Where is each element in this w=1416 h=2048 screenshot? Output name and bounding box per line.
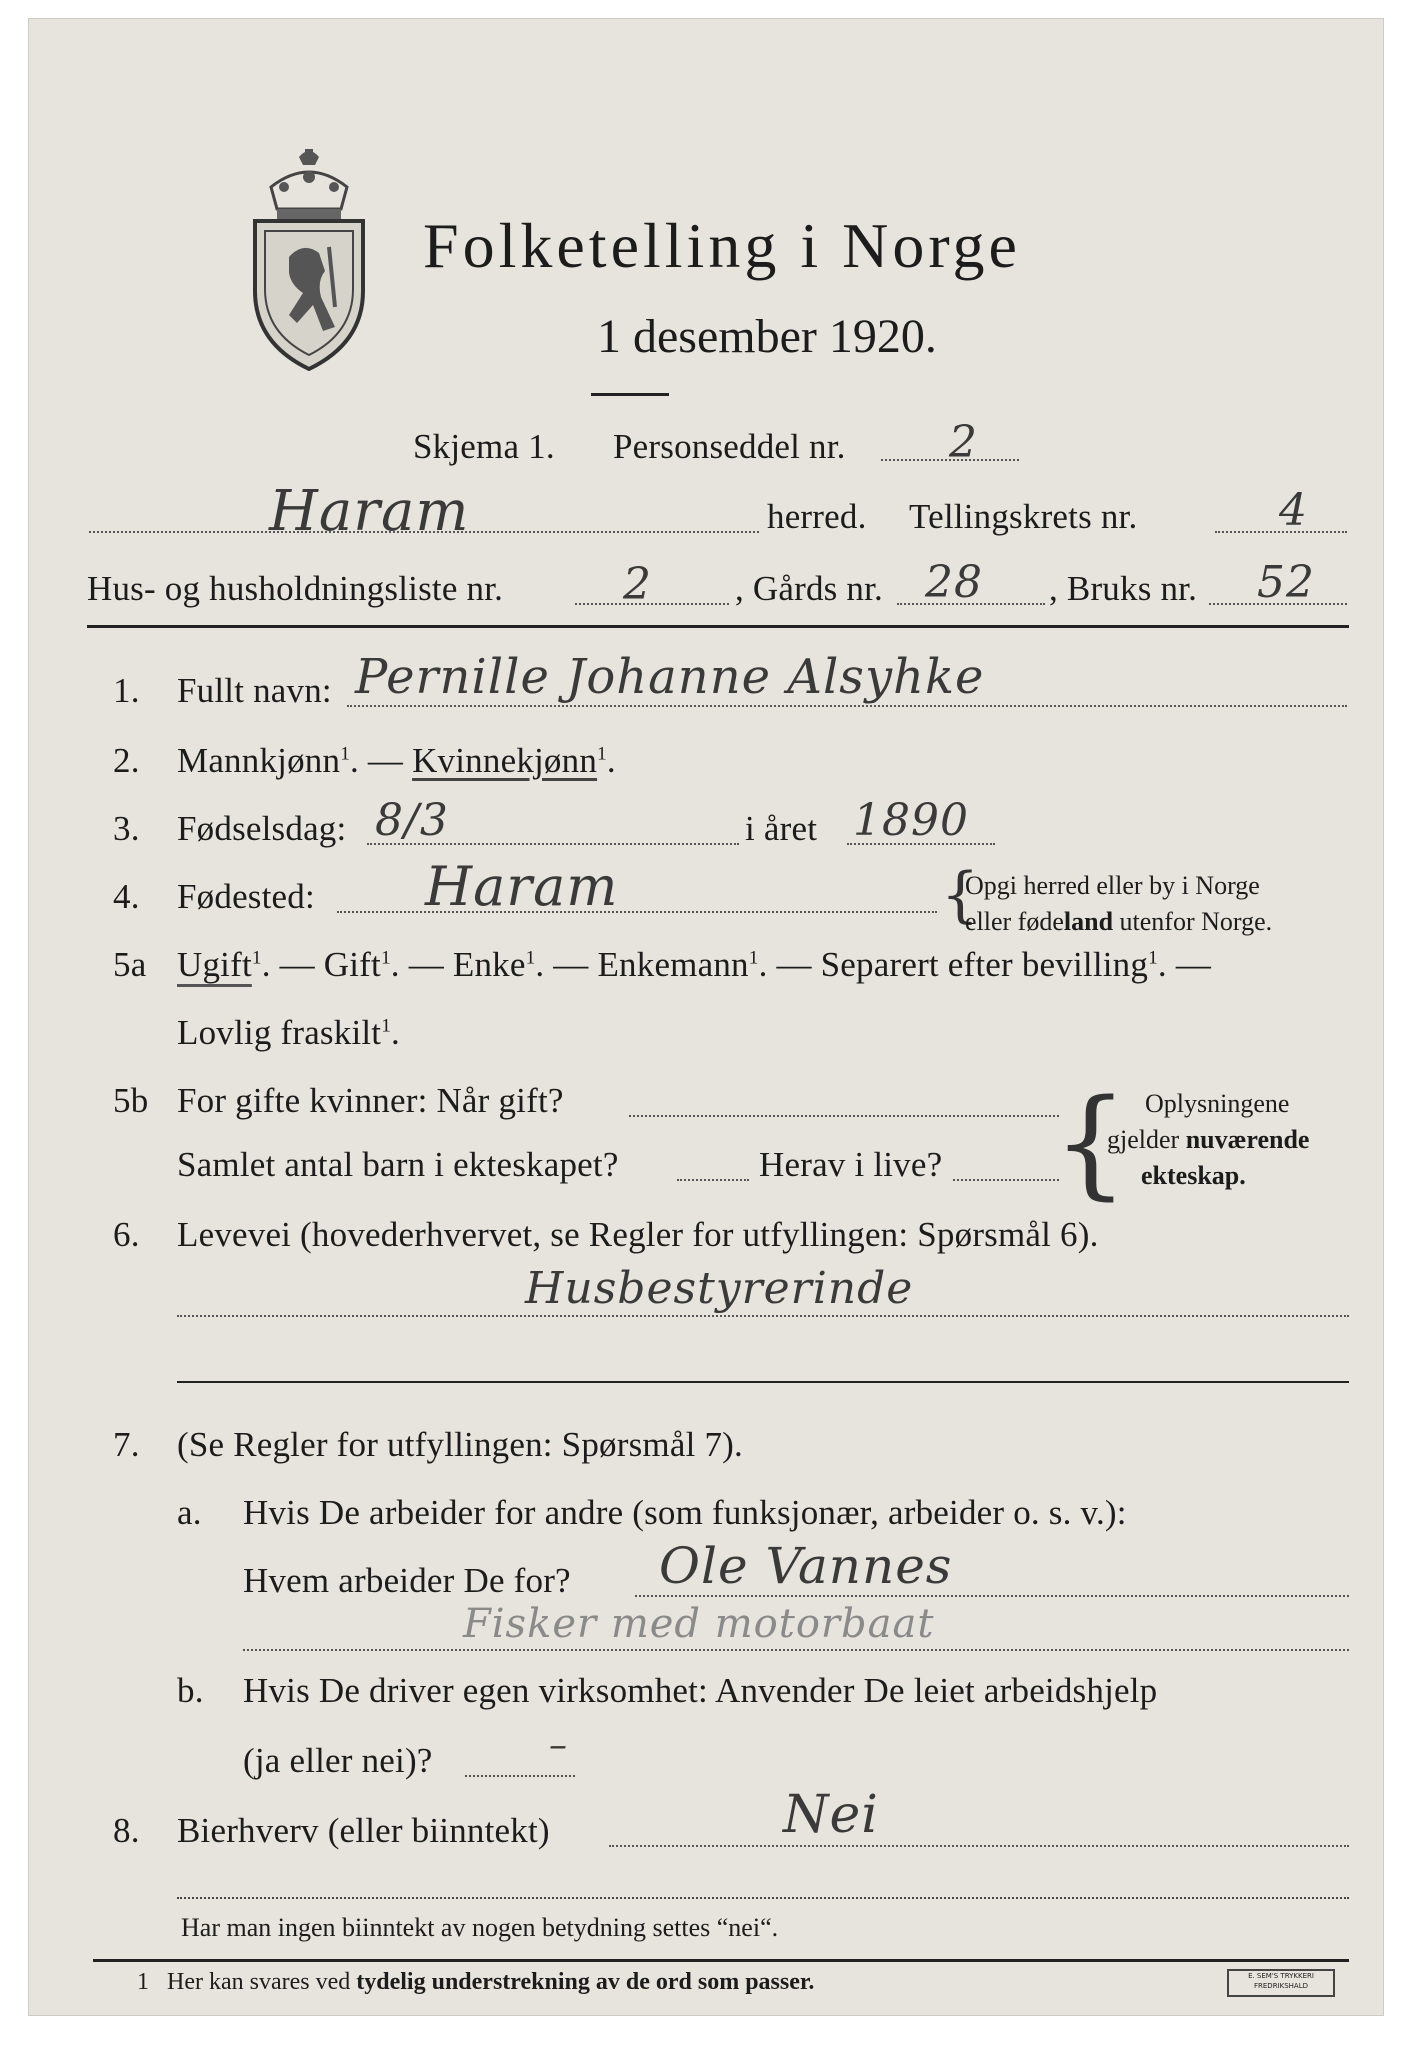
printer-stamp: E. SEM'S TRYKKERI FREDRIKSHALD: [1227, 1969, 1335, 1997]
q4-note-line1: Opgi herred eller by i Norge: [965, 871, 1260, 900]
personseddel-label: Personseddel nr.: [613, 427, 846, 466]
q1-label: Fullt navn:: [177, 671, 332, 710]
q6-occupation-value[interactable]: Husbestyrerinde: [525, 1263, 914, 1314]
q7a-employer-value[interactable]: Ole Vannes: [659, 1537, 953, 1595]
hus-label: Hus- og husholdningsliste nr.: [87, 569, 504, 608]
q1-full-name-value[interactable]: Pernille Johanne Alsyhke: [355, 649, 985, 705]
q7-label: (Se Regler for utfyllingen: Spørsmål 7).: [177, 1425, 743, 1464]
q6-second-line: [177, 1381, 1349, 1383]
q5a-option-enke[interactable]: Enke: [452, 945, 526, 984]
q5b-alive-label: Herav i live?: [759, 1145, 943, 1184]
q1-number: 1.: [113, 671, 140, 710]
coat-of-arms-icon: [249, 147, 369, 371]
q5a-options: Ugift$^1$. — Gift$^1$. — Enke$^1$. — Enkemann$^1$. — Separert efter bevilling$^1$. —: [177, 945, 1212, 984]
q5b-married-when-field[interactable]: [629, 1115, 1059, 1117]
q4-note-line2: eller fødeland utenfor Norge.: [965, 907, 1273, 936]
q7-number: 7.: [113, 1425, 140, 1464]
footer-note: Har man ingen biinntekt av nogen betydning settes “nei“.: [181, 1913, 779, 1942]
q6-label: Levevei (hovederhvervet, se Regler for utfyllingen: Spørsmål 6).: [177, 1215, 1099, 1254]
footnote: 1 Her kan svares ved tydelig understrekning av de ord som passer.: [137, 1969, 815, 1995]
q2-female-option[interactable]: Kvinnekjønn: [412, 741, 598, 780]
bruks-value[interactable]: 52: [1257, 557, 1315, 608]
q2-gender-options: Mannkjønn$^1$. — Kvinnekjønn$^1$.: [177, 741, 616, 780]
q8-number: 8.: [113, 1811, 140, 1850]
q7b-value[interactable]: –: [549, 1725, 568, 1766]
herred-value[interactable]: Haram: [269, 479, 470, 544]
q7a-letter: a.: [177, 1493, 202, 1532]
q4-number: 4.: [113, 877, 140, 916]
footer-rule: [177, 1897, 1349, 1899]
q7b-question: (ja eller nei)?: [243, 1741, 433, 1780]
q5a-number: 5a: [113, 945, 147, 984]
q5b-children-label: Samlet antal barn i ekteskapet?: [177, 1145, 619, 1184]
q3-label: Fødselsdag:: [177, 809, 347, 848]
q5b-note-brace: {: [1053, 1073, 1129, 1211]
q5a-option-separert[interactable]: Separert efter bevilling: [820, 945, 1149, 984]
personseddel-value[interactable]: 2: [949, 417, 978, 468]
q6-number: 6.: [113, 1215, 140, 1254]
gards-label: , Gårds nr.: [735, 569, 884, 608]
q3-year-label: i året: [745, 809, 818, 848]
q7b-letter: b.: [177, 1671, 204, 1710]
q3-birthday-value[interactable]: 8/3: [375, 795, 449, 846]
q5a-option-ugift[interactable]: Ugift: [177, 945, 252, 984]
q3-number: 3.: [113, 809, 140, 848]
footnote-rule: [93, 1959, 1349, 1962]
tellingskrets-value[interactable]: 4: [1279, 485, 1308, 536]
q5a-option-gift[interactable]: Gift: [323, 945, 381, 984]
q8-secondary-income-value[interactable]: Nei: [783, 1785, 879, 1845]
q5b-married-when-label: For gifte kvinner: Når gift?: [177, 1081, 564, 1120]
q4-note-brace: {: [941, 860, 980, 930]
q5b-number: 5b: [113, 1081, 149, 1120]
q7b-text: Hvis De driver egen virksomhet: Anvender De leiet arbeidshjelp: [243, 1671, 1158, 1710]
herred-label: herred.: [767, 497, 867, 536]
q5b-alive-field[interactable]: [953, 1179, 1059, 1181]
q8-label: Bierhverv (eller biinntekt): [177, 1811, 550, 1850]
q5b-children-field[interactable]: [677, 1179, 749, 1181]
q5a-option-fraskilt[interactable]: Lovlig fraskilt: [177, 1013, 382, 1052]
bruks-label: , Bruks nr.: [1049, 569, 1198, 608]
title-divider: [591, 393, 669, 396]
q4-birthplace-value[interactable]: Haram: [425, 855, 619, 918]
skjema-label: Skjema 1.: [413, 427, 555, 466]
header-rule: [87, 625, 1349, 628]
census-form-sheet: [28, 18, 1384, 2016]
tellingskrets-label: Tellingskrets nr.: [909, 497, 1138, 536]
q7a-question: Hvem arbeider De for?: [243, 1561, 571, 1600]
q4-label: Fødested:: [177, 877, 315, 916]
gards-value[interactable]: 28: [925, 557, 983, 608]
q2-male-option[interactable]: Mannkjønn: [177, 741, 341, 780]
q3-year-value[interactable]: 1890: [853, 795, 969, 846]
q5b-note-line1: Oplysningene: [1145, 1089, 1290, 1118]
q5a-option-fraskilt-line: Lovlig fraskilt$^1$.: [177, 1013, 400, 1052]
q2-number: 2.: [113, 741, 140, 780]
q5a-option-enkemann[interactable]: Enkemann: [597, 945, 749, 984]
hus-value[interactable]: 2: [623, 559, 652, 610]
q5b-note-line3: ekteskap.: [1141, 1161, 1246, 1190]
q7a-text: Hvis De arbeider for andre (som funksjonær, arbeider o. s. v.):: [243, 1493, 1127, 1532]
q5b-note-line2: gjelder nuværende: [1107, 1125, 1310, 1154]
form-title: Folketelling i Norge: [423, 210, 1021, 281]
q7a-employer-occupation-value[interactable]: Fisker med motorbaat: [463, 1601, 935, 1647]
census-date: 1 desember 1920.: [597, 310, 937, 363]
